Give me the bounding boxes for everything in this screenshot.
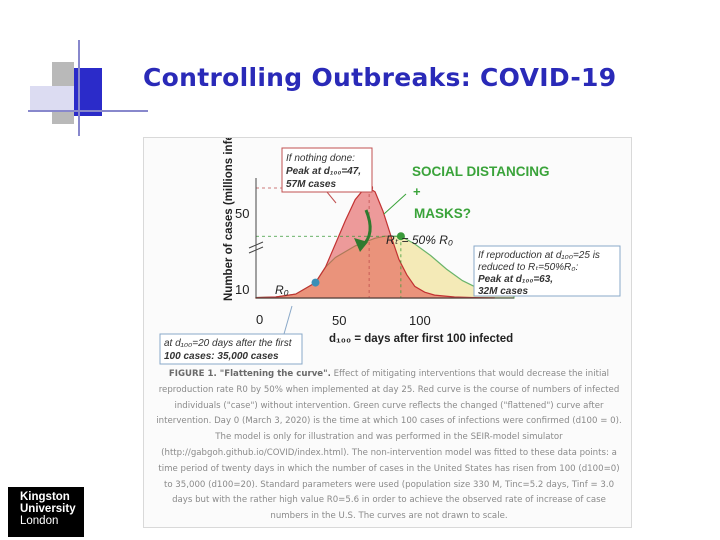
marker-start [312,279,320,287]
start-connector [284,306,292,334]
corner-decoration [0,0,100,140]
rt-label: Rₜ = 50% R₀ [386,233,453,247]
reduced-line-1: If reproduction at d₁₀₀=25 is [478,250,600,261]
masks-connector [384,194,406,214]
reduced-line-3: Peak at d₁₀₀=63, [478,274,554,285]
caption-heading: FIGURE 1. "Flattening the curve". [168,369,331,379]
caption-body: Effect of mitigating interventions that would decrease the initial reproduction rate R0 by 50% when implemented at day 25. Red curve is the course of numbers of infected individuals ("case") without intervention. Green curve reflects the changed ("flattened") curve after intervention. Day 0 (March 3, 2020) is the time at which 100 cases of infections were confirmed (d100 = 0). The model is only for illustration and was performed in the SEIR-model simulator (http://gabgoh.github.io/COVID/index.html). The non-intervention model was fitted to these data points: a time period of twenty days in which the number of cases in the United States has risen from 100 (d100=0) to 35,000 (d100=20). Standard parameters were used (population size 330 M, Tinc=5.2 days, Tinf = 3.0 days but with the rather high value R0=5.6 in order to achieve the observed rate of increase of case numbers in the U.S. The curves are not drawn to scale. [156,369,622,522]
logo-line-1: Kingston [20,491,70,503]
y-tick-0: 0 [256,312,264,327]
corner-line-vertical [78,40,80,136]
x-tick-50: 50 [332,313,347,328]
nothing-done-line-2: Peak at d₁₀₀=47, [286,166,362,177]
figure-panel [143,137,632,528]
x-tick-100: 100 [409,313,431,328]
logo-line-2: University [20,503,76,515]
nothing-done-line-1: If nothing done: [286,153,355,164]
x-axis-label: d₁₀₀ = days after first 100 infected [329,333,514,345]
start-line-2: 100 cases: 35,000 cases [164,351,279,362]
social-distancing-label: SOCIAL DISTANCING [412,164,550,179]
y-tick-10: 10 [235,282,250,297]
plus-label: + [413,184,421,199]
corner-line-horizontal [28,110,148,112]
university-logo [8,487,84,537]
reduced-line-4: 32M cases [478,286,529,297]
slide-title: Controlling Outbreaks: COVID-19 [143,63,617,92]
reduced-line-2: reduced to Rₜ=50%R₀: [478,262,579,273]
figure-caption [154,367,624,525]
nothing-done-line-3: 57M cases [286,179,337,190]
flattening-curve-chart [144,138,631,366]
logo-line-3: London [20,515,59,527]
y-axis-label: Number of cases (millions infected) [223,138,235,301]
corner-block-light [30,86,80,112]
y-tick-50: 50 [235,206,250,221]
r0-label: R₀ [275,283,289,297]
masks-label: MASKS? [414,206,471,221]
start-line-1: at d₁₀₀=20 days after the first [164,338,292,349]
nothing-done-connector [327,192,336,203]
